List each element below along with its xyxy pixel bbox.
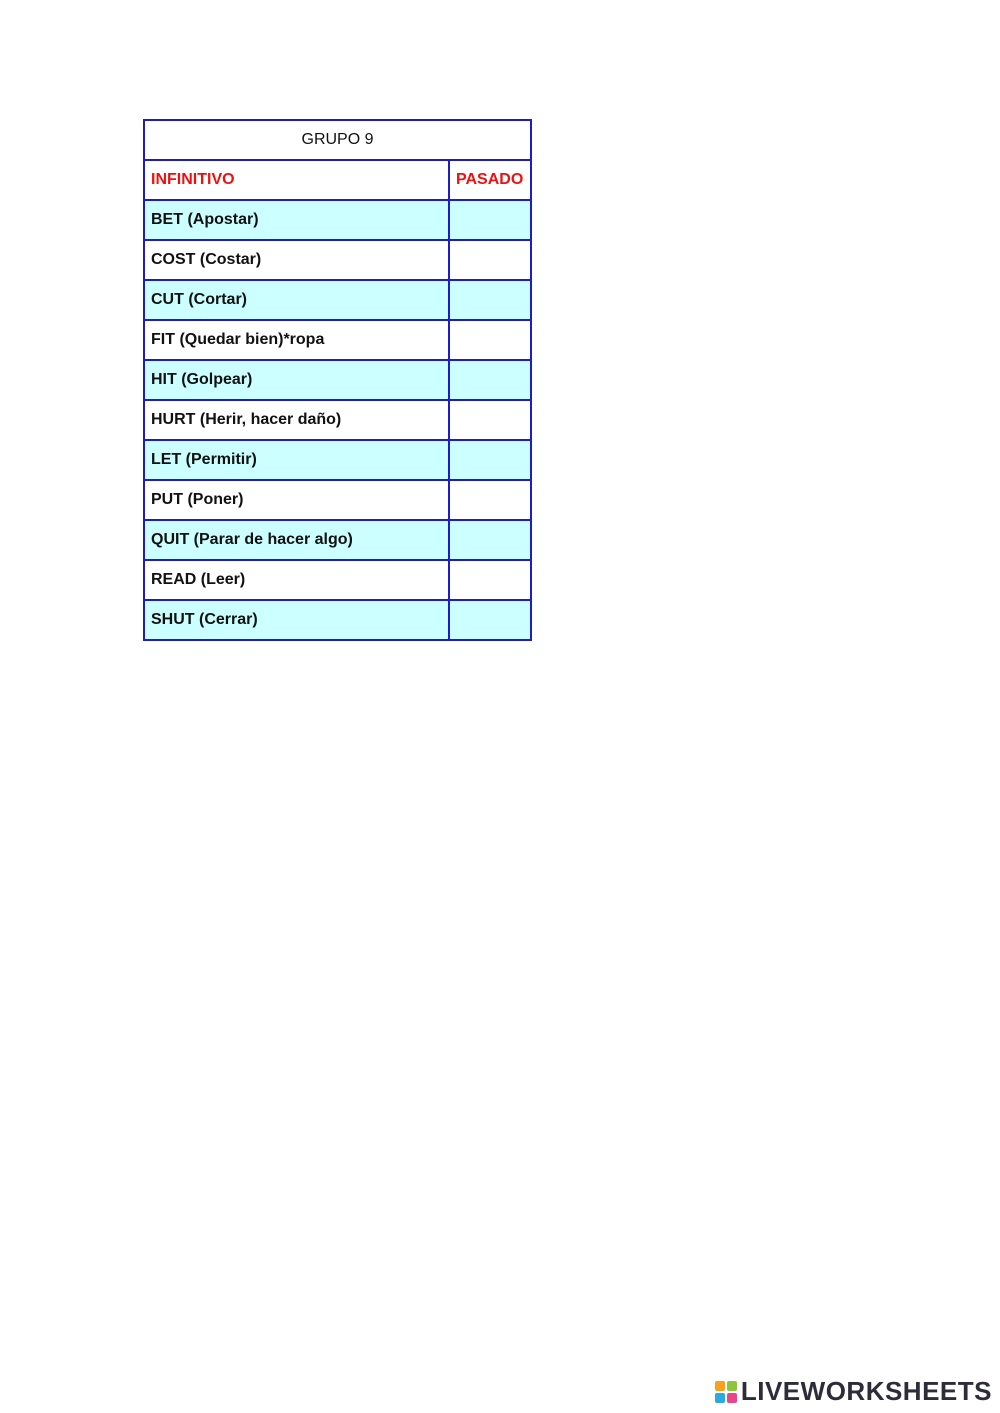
answer-cell[interactable] <box>449 600 531 640</box>
table-row <box>144 560 531 600</box>
past-answer-input[interactable] <box>450 521 530 559</box>
verb-cell: BET (Apostar) <box>144 200 449 240</box>
answer-cell[interactable] <box>449 520 531 560</box>
answer-cell[interactable] <box>449 560 531 600</box>
past-answer-input[interactable] <box>450 361 530 399</box>
header-row <box>144 160 531 200</box>
table-row <box>144 400 531 440</box>
past-answer-input[interactable] <box>450 281 530 319</box>
verb-cell: HURT (Herir, hacer daño) <box>144 400 449 440</box>
past-answer-input[interactable] <box>450 241 530 279</box>
verb-cell: SHUT (Cerrar) <box>144 600 449 640</box>
liveworksheets-brand <box>715 1376 992 1407</box>
table-row <box>144 600 531 640</box>
table-row <box>144 200 531 240</box>
table-title: GRUPO 9 <box>144 120 531 160</box>
table-row <box>144 440 531 480</box>
verb-cell: FIT (Quedar bien)*ropa <box>144 320 449 360</box>
answer-cell[interactable] <box>449 200 531 240</box>
past-answer-input[interactable] <box>450 321 530 359</box>
verb-cell: LET (Permitir) <box>144 440 449 480</box>
past-answer-input[interactable] <box>450 561 530 599</box>
table-row <box>144 240 531 280</box>
answer-cell[interactable] <box>449 480 531 520</box>
past-answer-input[interactable] <box>450 601 530 639</box>
verb-cell: READ (Leer) <box>144 560 449 600</box>
table-row <box>144 360 531 400</box>
liveworksheets-logo-icon <box>715 1381 737 1403</box>
answer-cell[interactable] <box>449 280 531 320</box>
table-row <box>144 280 531 320</box>
table-row <box>144 520 531 560</box>
verb-table <box>143 119 532 641</box>
verb-cell: QUIT (Parar de hacer algo) <box>144 520 449 560</box>
answer-cell[interactable] <box>449 360 531 400</box>
answer-cell[interactable] <box>449 400 531 440</box>
verb-cell: HIT (Golpear) <box>144 360 449 400</box>
logo-square-green <box>727 1381 737 1391</box>
header-past: PASADO <box>449 160 531 200</box>
header-infinitive: INFINITIVO <box>144 160 449 200</box>
brand-name: LIVEWORKSHEETS <box>740 1376 992 1406</box>
past-answer-input[interactable] <box>450 481 530 519</box>
title-row <box>144 120 531 160</box>
table-row <box>144 320 531 360</box>
answer-cell[interactable] <box>449 320 531 360</box>
answer-cell[interactable] <box>449 440 531 480</box>
logo-square-orange <box>715 1381 725 1391</box>
past-answer-input[interactable] <box>450 201 530 239</box>
logo-square-blue <box>715 1393 725 1403</box>
table-row <box>144 480 531 520</box>
verb-cell: COST (Costar) <box>144 240 449 280</box>
past-answer-input[interactable] <box>450 441 530 479</box>
verb-cell: PUT (Poner) <box>144 480 449 520</box>
answer-cell[interactable] <box>449 240 531 280</box>
logo-square-pink <box>727 1393 737 1403</box>
verb-cell: CUT (Cortar) <box>144 280 449 320</box>
past-answer-input[interactable] <box>450 401 530 439</box>
